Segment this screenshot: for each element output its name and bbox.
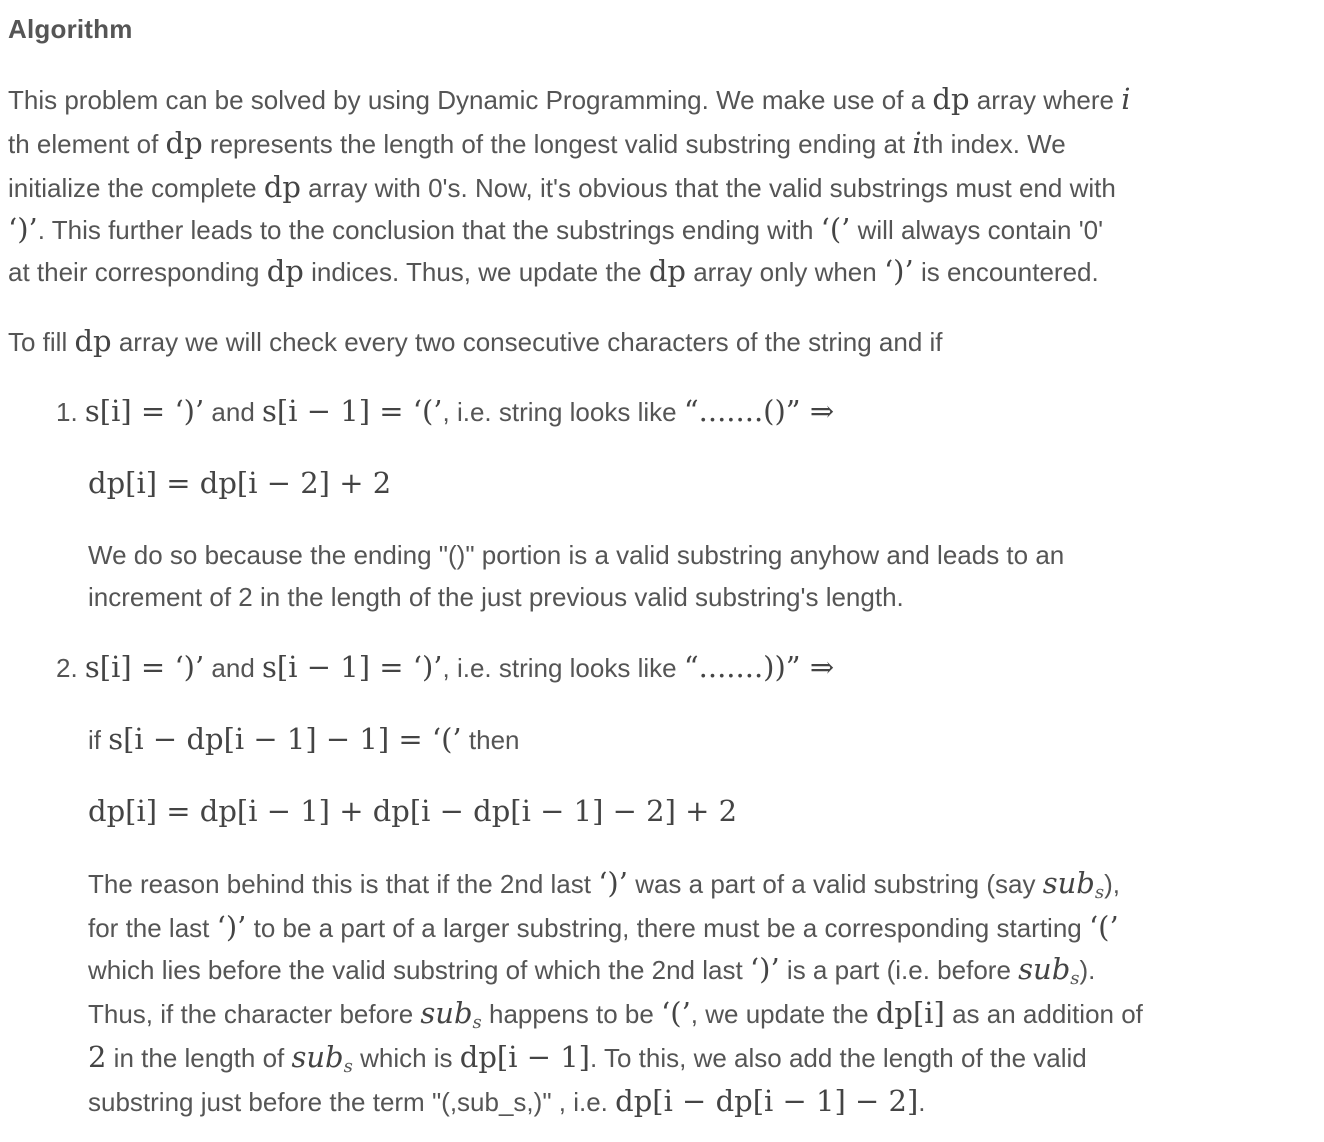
item-1-condition: 1. s[i] = ‘)’ and s[i − 1] = ‘(’, i.e. string looks like “.......()” ⇒ — [56, 394, 835, 428]
item-2-reason-6: substring just before the term "(,sub_s,)" , i.e. dp[i − dp[i − 1] − 2]. — [88, 1084, 926, 1118]
fill-line: To fill dp array we will check every two consecutive characters of the string and if — [8, 324, 943, 358]
item-2-reason-1: The reason behind this is that if the 2nd last ‘)’ was a part of a valid substring (say sub$_s$), — [88, 866, 1120, 903]
item-2-reason-2: for the last ‘)’ to be a part of a larger substring, there must be a corresponding starting ‘(’ — [88, 910, 1119, 944]
intro-line-2: th element of dp represents the length of the longest valid substring ending at ith index. We — [8, 126, 1066, 160]
intro-line-3: initialize the complete dp array with 0's. Now, it's obvious that the valid substrings must end with — [8, 170, 1116, 204]
item-2-if-condition: if s[i − dp[i − 1] − 1] = ‘(’ then — [88, 722, 520, 756]
item-2-reason-4: Thus, if the character before sub$_s$ happens to be ‘(’, we update the dp[i] as an addition of — [88, 996, 1143, 1033]
section-heading: Algorithm — [8, 14, 133, 44]
item-2-reason-5: 2 in the length of sub$_s$ which is dp[i − 1]. To this, we also add the length of the valid — [88, 1040, 1087, 1077]
item-2-reason-3: which lies before the valid substring of which the 2nd last ‘)’ is a part (i.e. before sub$_s$). — [88, 952, 1096, 989]
item-2-condition: 2. s[i] = ‘)’ and s[i − 1] = ‘)’, i.e. string looks like “.......))” ⇒ — [56, 650, 835, 684]
intro-line-1: This problem can be solved by using Dynamic Programming. We make use of a dp array where i — [8, 82, 1131, 116]
item-2-formula: dp[i] = dp[i − 1] + dp[i − dp[i − 1] − 2] + 2 — [88, 794, 738, 828]
item-1-explanation-1: We do so because the ending "()" portion is a valid substring anyhow and leads to an — [88, 540, 1065, 570]
item-1-explanation-2: increment of 2 in the length of the just previous valid substring's length. — [88, 582, 904, 612]
intro-line-5: at their corresponding dp indices. Thus, we update the dp array only when ‘)’ is encountered. — [8, 254, 1099, 288]
intro-line-4: ‘)’. This further leads to the conclusion that the substrings ending with ‘(’ will always contain '0' — [8, 212, 1104, 246]
item-1-formula: dp[i] = dp[i − 2] + 2 — [88, 466, 392, 500]
